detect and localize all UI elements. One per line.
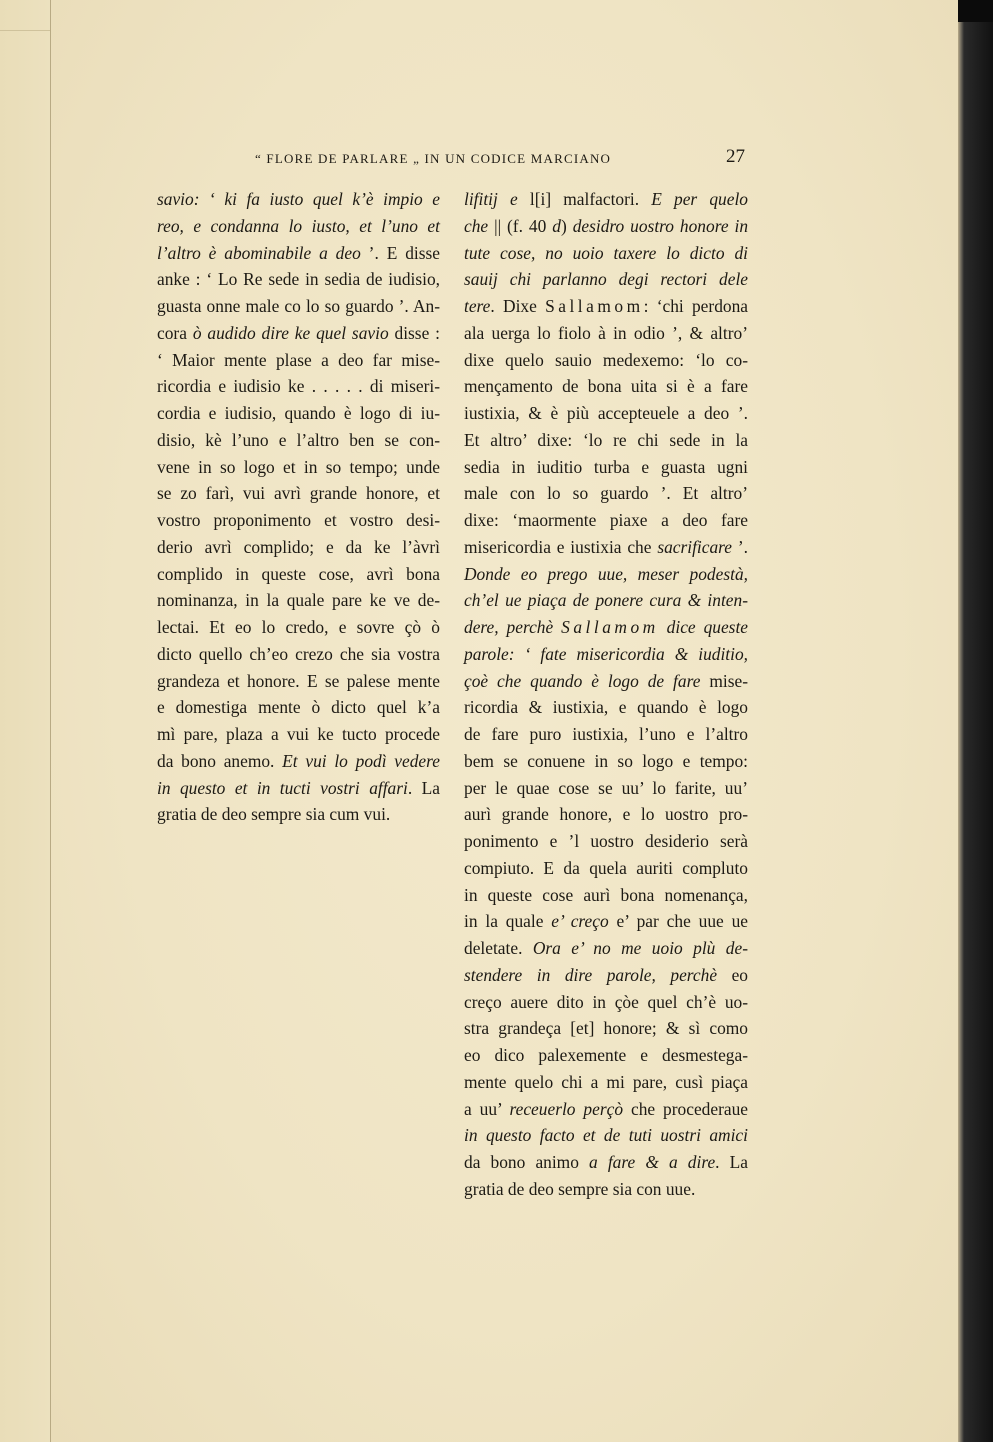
text-line	[464, 694, 748, 721]
emphasized-text-segment: d	[552, 215, 561, 236]
text-segment: . La	[407, 777, 440, 798]
text-segment: grandeza et honore. E se palese mente	[157, 670, 440, 691]
text-line	[464, 801, 748, 828]
right-text-column	[464, 186, 748, 1203]
emphasized-text-segment: Donde eo prego uue, meser podestà,	[464, 563, 748, 584]
text-line	[464, 828, 748, 855]
text-line	[464, 400, 748, 427]
text-line	[464, 668, 748, 695]
text-line	[464, 1122, 748, 1149]
text-line	[157, 400, 440, 427]
text-line	[157, 534, 440, 561]
text-line	[464, 561, 748, 588]
text-line	[157, 801, 440, 828]
text-line	[157, 668, 440, 695]
text-line	[157, 587, 440, 614]
emphasized-text-segment: a fare & a dire	[589, 1152, 716, 1172]
emphasized-text-segment: receuerlo perçò	[509, 1098, 624, 1119]
text-segment: ala uerga lo fiolo à in odio ’, & altro’	[464, 322, 748, 343]
text-line	[157, 320, 440, 347]
text-segment: male con lo so guardo ’. Et altro’	[464, 483, 748, 504]
text-line	[464, 1176, 748, 1203]
emphasized-text-segment: tere	[464, 296, 491, 316]
text-line	[464, 507, 748, 534]
text-line	[464, 1149, 748, 1176]
text-segment: complido in queste cose, avrì bona	[157, 563, 440, 584]
text-line	[464, 962, 748, 989]
previous-page-edge	[0, 0, 51, 1442]
text-line	[157, 186, 440, 213]
text-line	[464, 1015, 748, 1042]
text-segment: compiuto. E da quela auriti compluto	[464, 857, 748, 878]
text-line	[464, 855, 748, 882]
text-segment: creço auere dito in çòe quel ch’è uo-	[464, 991, 748, 1012]
text-line	[157, 347, 440, 374]
text-segment: da bono animo	[464, 1152, 590, 1172]
text-segment: ricordia & iustixia, e quando è logo	[464, 697, 748, 718]
text-line	[464, 347, 748, 374]
text-segment: e’ par che uue ue	[608, 911, 748, 932]
text-segment: cora	[157, 322, 193, 343]
text-segment: eo	[717, 964, 748, 985]
text-line	[464, 240, 748, 267]
text-segment: eo dico palexemente e desmestega-	[464, 1045, 748, 1065]
text-line	[464, 186, 748, 213]
text-line	[157, 427, 440, 454]
emphasized-text-segment: Et vui lo podì vedere	[282, 750, 440, 771]
text-segment: sedia in iuditio turba e guasta ugni	[464, 456, 748, 477]
emphasized-text-segment: che	[464, 215, 495, 236]
text-line	[157, 373, 440, 400]
emphasized-text-segment: Ora e’ no me uoio plù de-	[532, 938, 749, 958]
text-segment: Et altro’ dixe: ‘lo re chi sede in la	[464, 429, 748, 450]
text-segment: mente quelo chi a mi pare, cusì piaça	[464, 1071, 748, 1092]
left-text-column	[157, 186, 440, 828]
text-segment: cordia e iudisio, quando è logo di iu-	[157, 403, 440, 423]
text-line	[464, 935, 748, 962]
text-segment: misericordia e iustixia che	[464, 536, 658, 557]
text-segment: ’. E disse	[360, 242, 440, 263]
text-segment: nominanza, in la quale pare ke ve de-	[157, 590, 440, 611]
text-segment: in la quale	[464, 911, 552, 932]
text-segment: derio avrì complido; e da ke l’àvrì	[157, 536, 440, 557]
text-segment: e domestiga mente ò dicto quel k’a	[157, 697, 440, 718]
emphasized-text-segment: dere, perchè	[464, 617, 562, 637]
text-line	[464, 721, 748, 748]
text-line	[464, 748, 748, 775]
text-line	[464, 1042, 748, 1069]
previous-page-top-fold	[0, 0, 50, 31]
text-line	[157, 454, 440, 481]
emphasized-text-segment: sauij chi parlanno degi rectori dele	[464, 269, 748, 290]
text-segment: disse :	[388, 322, 440, 343]
text-line	[157, 213, 440, 240]
emphasized-text-segment: e’ creço	[551, 911, 609, 932]
text-line	[464, 908, 748, 935]
text-segment: aurì grande honore, e lo uostro pro-	[464, 804, 748, 825]
text-segment: anke : ‘ Lo Re sede in sedia de iudisio,	[157, 269, 440, 290]
text-segment: gratia de deo sempre sia con uue.	[464, 1178, 696, 1199]
text-line	[157, 748, 440, 775]
text-line	[157, 694, 440, 721]
emphasized-text-segment: Sallamom	[561, 617, 659, 637]
text-segment: stra grandeça [et] honore; & sì como	[464, 1018, 748, 1039]
emphasized-text-segment: çoè che quando è logo de fare	[464, 670, 701, 691]
emphasized-text-segment: lifitij e	[464, 189, 530, 209]
text-segment: lectai. Et eo lo credo, e sovre çò ò	[157, 617, 440, 637]
text-segment: l[i] malfactori.	[529, 189, 652, 209]
scan-right-border	[958, 0, 993, 1442]
text-line	[464, 775, 748, 802]
text-line	[464, 213, 748, 240]
text-segment: deletate.	[464, 938, 533, 958]
text-line	[464, 320, 748, 347]
emphasized-text-segment: dice queste	[658, 617, 749, 637]
text-segment: dixe quelo sauio medexemo: ‘lo co-	[464, 349, 748, 370]
text-segment: per le quae cose se uu’ lo farite, uu’	[464, 777, 748, 798]
emphasized-text-segment: parole: ‘ fate misericordia & iuditio,	[464, 643, 748, 664]
text-segment: : ‘chi perdona	[643, 296, 748, 316]
emphasized-text-segment: in questo et in tucti vostri affari	[157, 777, 408, 798]
text-segment: || (f. 40	[494, 215, 553, 236]
text-segment: a uu’	[464, 1098, 510, 1119]
text-line	[464, 614, 748, 641]
text-line	[464, 266, 748, 293]
text-segment: . Dixe	[490, 296, 546, 316]
text-line	[157, 480, 440, 507]
emphasized-text-segment: savio: ‘ ki fa iusto quel k’è impio e	[157, 189, 440, 209]
emphasized-text-segment: l’altro è abominabile a deo	[157, 242, 361, 263]
text-segment: mençamento de bona uita si è a fare	[464, 376, 748, 397]
page-number: 27	[726, 146, 745, 167]
emphasized-text-segment: stendere in dire parole, perchè	[464, 964, 718, 985]
text-segment: da bono anemo.	[157, 750, 283, 771]
text-line	[157, 561, 440, 588]
emphasized-text-segment: sacrificare	[657, 536, 733, 557]
text-segment: de fare puro iustixia, l’uno e l’altro	[464, 724, 748, 744]
text-segment: guasta onne male co lo so guardo ’. An-	[157, 296, 440, 316]
text-segment: ’.	[732, 536, 748, 557]
text-line	[464, 1096, 748, 1123]
text-segment: . La	[715, 1152, 748, 1172]
text-line	[464, 641, 748, 668]
scan-corner	[958, 0, 993, 22]
text-line	[464, 989, 748, 1016]
text-line	[464, 454, 748, 481]
text-line	[157, 721, 440, 748]
text-segment: iustixia, & è più accepteuele a deo ’.	[464, 403, 748, 423]
text-segment: mise-	[700, 670, 749, 691]
emphasized-text-segment: desidro uostro honore in	[572, 215, 749, 236]
text-segment: dixe: ‘maormente piaxe a deo fare	[464, 510, 748, 530]
emphasized-text-segment: E per quelo	[651, 189, 748, 209]
text-segment: disio, kè l’uno e l’altro ben se con-	[157, 429, 440, 450]
emphasized-text-segment: reo, e condanna lo iusto, et l’uno et	[157, 215, 440, 236]
text-line	[464, 427, 748, 454]
text-line	[157, 641, 440, 668]
emphasized-text-segment: Sallamom	[545, 296, 644, 316]
text-segment: in queste cose aurì bona nomenança,	[464, 884, 748, 905]
text-segment: )	[560, 215, 573, 236]
text-segment: dicto quello ch’eo crezo che sia vostra	[157, 643, 440, 664]
text-line	[464, 587, 748, 614]
text-line	[157, 507, 440, 534]
text-line	[157, 614, 440, 641]
text-line	[157, 266, 440, 293]
text-segment: vostro proponimento et vostro desi-	[157, 510, 440, 530]
emphasized-text-segment: ch’el ue piaça de ponere cura & inten-	[464, 590, 748, 611]
text-segment: bem se conuene in so logo e tempo:	[464, 750, 748, 771]
text-segment: se zo farì, vui avrì grande honore, et	[157, 483, 440, 504]
text-line	[157, 240, 440, 267]
page-header	[255, 148, 745, 172]
emphasized-text-segment: ò audido dire ke quel savio	[192, 322, 389, 343]
running-title: “ FLORE DE PARLARE „ IN UN CODICE MARCIANO	[255, 151, 612, 166]
text-segment: ‘ Maior mente plase a deo far mise-	[157, 349, 440, 370]
text-segment: ponimento e ’l uostro desiderio serà	[464, 831, 748, 851]
emphasized-text-segment: tute cose, no uoio taxere lo dicto di	[464, 242, 748, 263]
text-line	[464, 373, 748, 400]
text-line	[157, 293, 440, 320]
text-line	[464, 534, 748, 561]
text-segment: che procederaue	[623, 1098, 748, 1119]
text-line	[464, 480, 748, 507]
emphasized-text-segment: in questo facto et de tuti uostri amici	[464, 1125, 748, 1146]
text-segment: gratia de deo sempre sia cum vui.	[157, 804, 391, 825]
text-line	[464, 882, 748, 909]
text-line	[157, 775, 440, 802]
text-segment: vene in so logo et in so tempo; unde	[157, 456, 440, 477]
text-segment: mì pare, plaza a vui ke tucto procede	[157, 724, 440, 744]
text-line	[464, 1069, 748, 1096]
text-segment: ricordia e iudisio ke . . . . . di miseri-	[157, 376, 440, 397]
text-line	[464, 293, 748, 320]
